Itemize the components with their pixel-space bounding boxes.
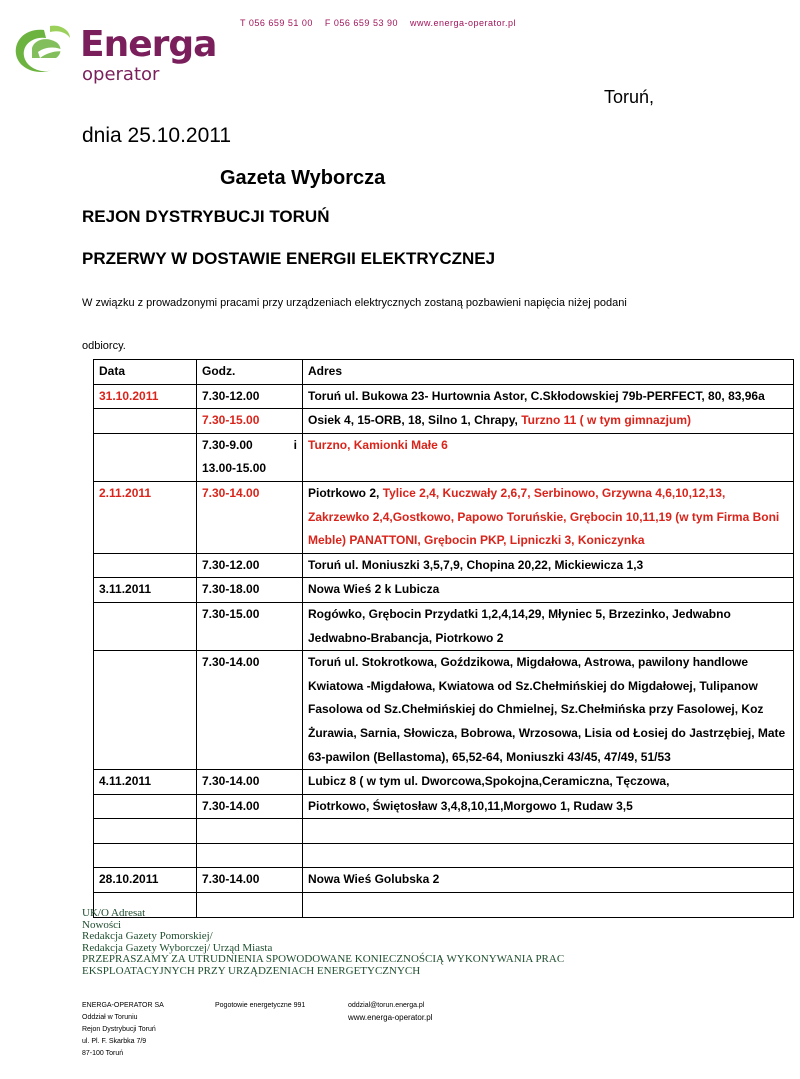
note-line: Redakcja Gazety Pomorskiej/ (82, 930, 213, 942)
table-row (94, 433, 794, 481)
table-row (94, 651, 794, 770)
row-address: Piotrkowo, Świętosław 3,4,8,10,11,Morgowo 1, Rudaw 3,5 (303, 794, 794, 819)
company-line: Rejon Dystrybucji Toruń (82, 1026, 156, 1033)
company-line: Oddział w Toruniu (82, 1014, 138, 1021)
row-address: Nowa Wieś 2 k Lubicza (303, 578, 794, 603)
brand-sub: operator (82, 64, 160, 85)
row-address (303, 843, 794, 868)
note-line: PRZEPRASZAMY ZA UTRUDNIENIA SPOWODOWANE KONIECZNOŚCIĄ WYKONYWANIA PRAC (82, 953, 565, 965)
company-address (82, 1000, 164, 1060)
row-hours (197, 819, 303, 844)
row-hours: 7.30-14.00 (197, 770, 303, 795)
row-address: Toruń ul. Stokrotkowa, Goździkowa, Migdałowa, Astrowa, pawilony handlowe Kwiatowa -Migdałowa, Kwiatowa od Sz.Chełmińskiej do Migdałowej, Tulipanow Fasolowa od Sz.Chełmińskiej do Chmielnej, Sz.Chełmińska przy Fasolowej, Koz Żurawia, Sarnia, Słowicza, Bobrowa, Wrzosowa, Lisia od Łosiej do Jastrzębiej, Mate 63-pawilon (Bellastoma), 65,52-64, Moniuszki 43/45, 47/49, 51/53 (303, 651, 794, 770)
note-line: Redakcja Gazety Wyborczej/ Urząd Miasta (82, 941, 273, 954)
distribution-notes (82, 908, 564, 977)
letter-city: Toruń, (604, 87, 655, 107)
row-hours: 7.30-9.00 i 13.00-15.00 (197, 433, 303, 481)
recipient-newspaper: Gazeta Wyborcza (220, 167, 386, 189)
table-row (94, 843, 794, 868)
row-hours: 7.30-14.00 (197, 481, 303, 553)
row-hours: 7.30-15.00 (197, 409, 303, 434)
row-address: Toruń ul. Bukowa 23- Hurtownia Astor, C.Skłodowskiej 79b-PERFECT, 80, 83,96a (303, 384, 794, 409)
footer-contact (348, 1000, 433, 1024)
region-heading: REJON DYSTRYBUCJI TORUŃ (82, 207, 330, 226)
table-header-row (94, 360, 794, 385)
note-line: Nowości (82, 918, 122, 931)
row-hours: 7.30-15.00 (197, 602, 303, 650)
energa-swirl-icon (12, 22, 76, 78)
table-row (94, 553, 794, 578)
document-title: PRZERWY W DOSTAWIE ENERGII ELEKTRYCZNEJ (82, 249, 496, 268)
footer-website: www.energa-operator.pl (348, 1013, 433, 1022)
row-address (303, 819, 794, 844)
row-hours: 7.30-18.00 (197, 578, 303, 603)
row-date (94, 433, 197, 481)
table-row (94, 819, 794, 844)
table-row (94, 384, 794, 409)
row-hours (197, 843, 303, 868)
row-date: 2.11.2011 (94, 481, 197, 553)
row-address: Turzno, Kamionki Małe 6 (303, 433, 794, 481)
row-address: Lubicz 8 ( w tym ul. Dworcowa,Spokojna,Ceramiczna, Tęczowa, (303, 770, 794, 795)
row-address: Piotrkowo 2, Tylice 2,4, Kuczwały 2,6,7, Serbinowo, Grzywna 4,6,10,12,13, Zakrzewko 2,4,Gostkowo, Papowo Toruńskie, Grębocin 10,11,19 (w tym Firma Boni Meble) PANATTONI, Grębocin PKP, Lipniczki 3, Koniczynka (303, 481, 794, 553)
phone: T 056 659 51 00 (240, 18, 313, 28)
table-row (94, 794, 794, 819)
header-address: Adres (303, 360, 794, 385)
fax: F 056 659 53 90 (324, 18, 398, 28)
row-address: Osiek 4, 15-ORB, 18, Silno 1, Chrapy, Turzno 11 ( w tym gimnazjum) (303, 409, 794, 434)
header-hours: Godz. (197, 360, 303, 385)
row-date (94, 794, 197, 819)
row-hours: 7.30-12.00 (197, 553, 303, 578)
company-line: ul. Pl. F. Skarbka 7/9 (82, 1038, 147, 1045)
row-date (94, 553, 197, 578)
row-address: Toruń ul. Moniuszki 3,5,7,9, Chopina 20,22, Mickiewicza 1,3 (303, 553, 794, 578)
company-line: 87-100 Toruń (82, 1050, 124, 1057)
row-date: 4.11.2011 (94, 770, 197, 795)
intro-text: W związku z prowadzonymi pracami przy urządzeniach elektrycznych zostaną pozbawieni napięcia niżej podani (82, 297, 627, 309)
footer-email: oddzial@torun.energa.pl (348, 1002, 425, 1009)
table-row (94, 602, 794, 650)
row-address: Rogówko, Grębocin Przydatki 1,2,4,14,29, Młyniec 5, Brzezinko, Jedwabno Jedwabno-Brabancja, Piotrkowo 2 (303, 602, 794, 650)
row-date (94, 651, 197, 770)
row-date: 3.11.2011 (94, 578, 197, 603)
row-date (94, 843, 197, 868)
table-row (94, 770, 794, 795)
outage-table (93, 359, 794, 918)
table-row (94, 868, 794, 893)
table-row (94, 409, 794, 434)
row-date (94, 819, 197, 844)
brand-name: Energa (80, 24, 217, 65)
row-hours: 7.30-12.00 (197, 384, 303, 409)
table-row (94, 481, 794, 553)
row-hours: 7.30-14.00 (197, 651, 303, 770)
header-date: Data (94, 360, 197, 385)
row-date (94, 409, 197, 434)
company-line: ENERGA-OPERATOR SA (82, 1002, 164, 1009)
row-date: 31.10.2011 (94, 384, 197, 409)
row-hours: 7.30-14.00 (197, 794, 303, 819)
table-row (94, 578, 794, 603)
row-address: Nowa Wieś Golubska 2 (303, 868, 794, 893)
letter-date: dnia 25.10.2011 (82, 124, 232, 147)
energa-logo (12, 20, 222, 90)
note-line: UK/O Adresat (82, 907, 146, 919)
emergency-phone: Pogotowie energetyczne 991 (215, 1002, 306, 1009)
row-date (94, 602, 197, 650)
website: www.energa-operator.pl (409, 18, 517, 28)
intro-text-end: odbiorcy. (82, 340, 126, 352)
row-date: 28.10.2011 (94, 868, 197, 893)
note-line: EKSPLOATACYJNYCH PRZY URZĄDZENIACH ENERGETYCZNYCH (82, 964, 421, 977)
contact-line (240, 18, 516, 28)
row-hours: 7.30-14.00 (197, 868, 303, 893)
